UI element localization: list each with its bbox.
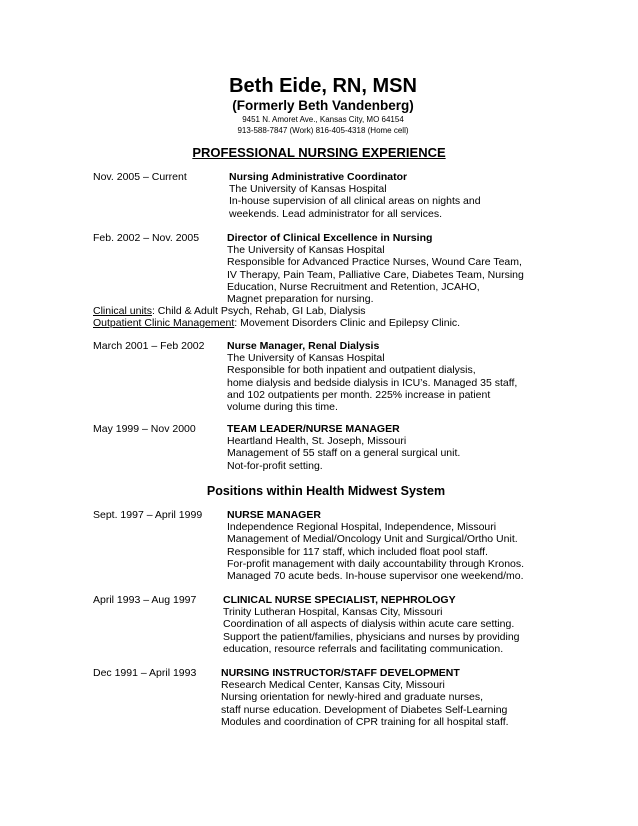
candidate-name: Beth Eide, RN, MSN: [229, 75, 417, 97]
section-title-health-midwest: Positions within Health Midwest System: [206, 484, 446, 498]
entry-body: [221, 667, 509, 728]
former-name: (Formerly Beth Vandenberg): [232, 98, 414, 113]
entry-title: NURSING INSTRUCTOR/STAFF DEVELOPMENT: [221, 667, 460, 679]
entry-line: volume during this time.: [227, 401, 338, 414]
entry-line: Management of 55 staff on a general surgical unit.: [227, 447, 461, 460]
entry-body: [227, 340, 517, 413]
address: 9451 N. Amoret Ave., Kansas City, MO 64154: [242, 115, 404, 124]
entry-line: Support the patient/families, physicians and nurses by providing: [223, 630, 520, 643]
entry-line: The University of Kansas Hospital: [227, 352, 385, 365]
clinical-units-note: [93, 305, 366, 317]
entry-line: and 102 outpatients per month. 225% increase in patient: [227, 388, 491, 401]
entry-line: Responsible for 117 staff, which included float pool staff.: [227, 545, 488, 558]
entry-line: Magnet preparation for nursing.: [227, 293, 374, 306]
entry-title: Nursing Administrative Coordinator: [229, 171, 408, 183]
entry-line: education, resource referrals and facilitating communication.: [223, 642, 504, 655]
entry-line: Management of Medial/Oncology Unit and Surgical/Ortho Unit.: [227, 533, 518, 546]
entry-date: March 2001 – Feb 2002: [93, 340, 205, 352]
phone-numbers: 913-588-7847 (Work) 816-405-4318 (Home cell): [237, 126, 409, 135]
entry-body: [227, 423, 460, 472]
entry-line: weekends. Lead administrator for all services.: [229, 207, 443, 220]
entry-line: staff nurse education. Development of Diabetes Self-Learning: [221, 703, 508, 716]
entry-line: Independence Regional Hospital, Independence, Missouri: [227, 521, 497, 534]
entry-body: [227, 509, 524, 582]
entry-line: Nursing orientation for newly-hired and graduate nurses,: [221, 691, 484, 704]
entry-body: [229, 171, 481, 220]
entry-date: Sept. 1997 – April 1999: [93, 509, 203, 521]
clinical-units-text: : Child & Adult Psych, Rehab, GI Lab, Dialysis: [151, 305, 366, 317]
entry-line: Not-for-profit setting.: [227, 459, 323, 472]
entry-title: CLINICAL NURSE SPECIALIST, NEPHROLOGY: [223, 594, 456, 606]
entry-line: Managed 70 acute beds. In-house supervisor one weekend/mo.: [227, 570, 524, 583]
entry-title: TEAM LEADER/NURSE MANAGER: [227, 423, 400, 435]
outpatient-management-text: : Movement Disorders Clinic and Epilepsy Clinic.: [234, 317, 461, 329]
entry-line: Coordination of all aspects of dialysis within acute care setting.: [223, 618, 515, 631]
entry-title: Director of Clinical Excellence in Nursing: [227, 232, 433, 244]
section-title-experience: PROFESSIONAL NURSING EXPERIENCE: [192, 145, 446, 160]
entry-line: Responsible for Advanced Practice Nurses, Wound Care Team,: [227, 256, 522, 269]
entry-body: [223, 594, 520, 655]
entry-line: Trinity Lutheran Hospital, Kansas City, Missouri: [223, 606, 443, 619]
entry-line: Research Medical Center, Kansas City, Missouri: [221, 679, 445, 692]
clinical-units-label: Clinical units: [93, 305, 152, 317]
entry-title: Nurse Manager, Renal Dialysis: [227, 340, 380, 352]
entry-line: Responsible for both inpatient and outpatient dialysis,: [227, 364, 476, 377]
entry-line: The University of Kansas Hospital: [227, 244, 385, 257]
entry-date: May 1999 – Nov 2000: [93, 423, 196, 435]
entry-date: April 1993 – Aug 1997: [93, 594, 197, 606]
entry-line: In-house supervision of all clinical areas on nights and: [229, 195, 481, 208]
resume-header: [0, 74, 638, 136]
entry-line: The University of Kansas Hospital: [229, 183, 387, 196]
entry-line: Modules and coordination of CPR training for all hospital staff.: [221, 715, 509, 728]
entry-date: Dec 1991 – April 1993: [93, 667, 197, 679]
entry-body: [227, 232, 524, 305]
entry-line: Education, Nurse Recruitment and Retention, JCAHO,: [227, 280, 480, 293]
outpatient-management-note: [93, 317, 460, 329]
entry-line: IV Therapy, Pain Team, Palliative Care, Diabetes Team, Nursing: [227, 268, 524, 281]
entry-date: Nov. 2005 – Current: [93, 171, 187, 183]
entry-line: home dialysis and bedside dialysis in ICU’s. Managed 35 staff,: [227, 376, 518, 389]
outpatient-management-label: Outpatient Clinic Management: [93, 317, 235, 329]
entry-date: Feb. 2002 – Nov. 2005: [93, 232, 200, 244]
entry-title: NURSE MANAGER: [227, 509, 321, 521]
entry-line: For-profit management with daily accountability through Kronos.: [227, 557, 525, 570]
entry-line: Heartland Health, St. Joseph, Missouri: [227, 435, 407, 448]
